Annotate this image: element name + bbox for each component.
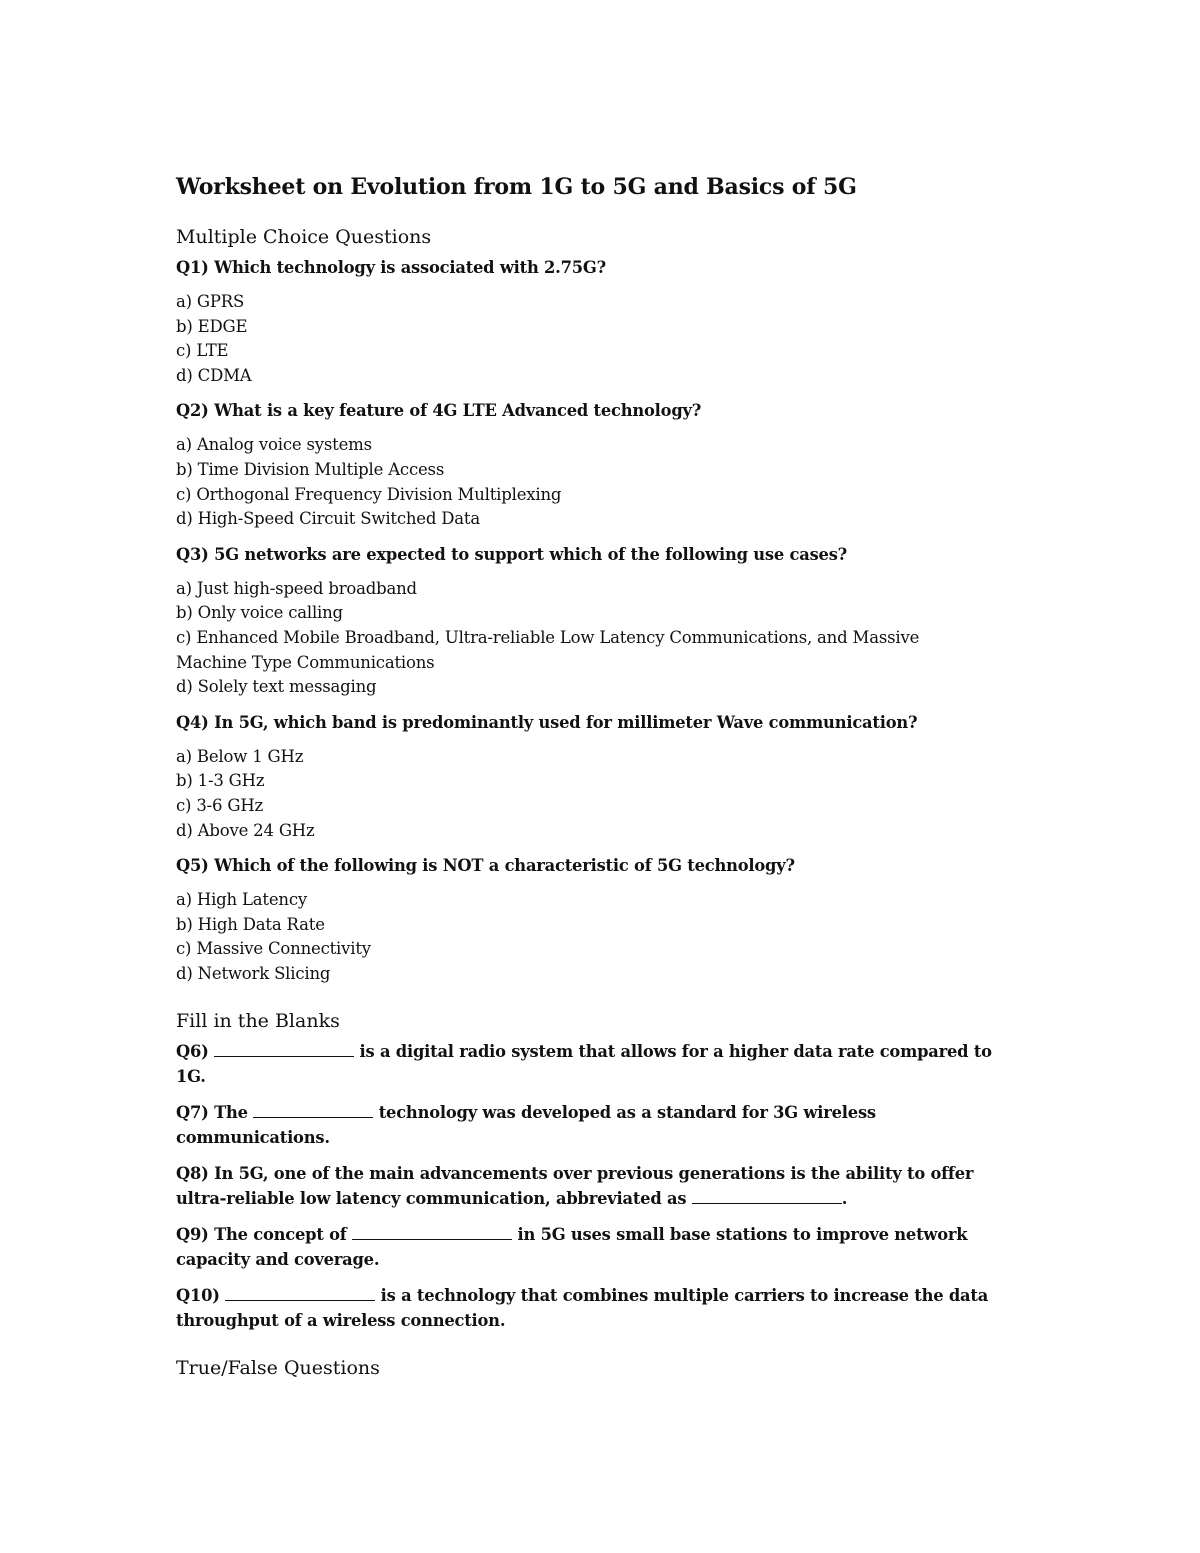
question-text-after: .	[841, 1189, 848, 1209]
answer-blank[interactable]	[225, 1286, 375, 1301]
question-10	[176, 1283, 1026, 1333]
question-3	[176, 542, 1026, 700]
question-text-after: is a technology that combines multiple carriers to increase the data throughput of a wireless connection.	[176, 1286, 989, 1331]
truefalse-heading: True/False Questions	[176, 1357, 380, 1380]
fill-section	[176, 1008, 1026, 1333]
options-list	[176, 888, 1026, 986]
fill-heading: Fill in the Blanks	[176, 1010, 340, 1033]
worksheet-page	[176, 170, 1026, 1381]
option: d) Solely text messaging	[176, 677, 377, 697]
option: c) 3-6 GHz	[176, 795, 264, 815]
option: a) Analog voice systems	[176, 435, 372, 455]
answer-blank[interactable]	[214, 1042, 354, 1057]
question-5	[176, 853, 1026, 986]
option: b) Time Division Multiple Access	[176, 459, 445, 479]
answer-blank[interactable]	[692, 1189, 842, 1204]
option: a) Below 1 GHz	[176, 746, 304, 766]
option: d) High-Speed Circuit Switched Data	[176, 509, 480, 529]
question-text-after: technology was developed as a standard for 3G wireless communications.	[176, 1103, 876, 1148]
question-text-before: Q6)	[176, 1042, 215, 1062]
option: a) GPRS	[176, 292, 245, 311]
options-list	[176, 577, 1026, 700]
answer-blank[interactable]	[253, 1103, 373, 1118]
option: b) High Data Rate	[176, 914, 325, 934]
option: c) Massive Connectivity	[176, 939, 371, 959]
mcq-section	[176, 224, 1026, 986]
question-text: Q2) What is a key feature of 4G LTE Advanced technology?	[176, 401, 702, 421]
option: a) Just high-speed broadband	[176, 578, 417, 598]
options-list	[176, 290, 1026, 388]
question-text-before: Q7) The	[176, 1103, 254, 1123]
question-7	[176, 1100, 1026, 1150]
option: a) High Latency	[176, 890, 307, 910]
option: d) CDMA	[176, 365, 252, 385]
option: b) EDGE	[176, 316, 248, 336]
question-text: Q4) In 5G, which band is predominantly used for millimeter Wave communication?	[176, 712, 918, 732]
question-8	[176, 1161, 1026, 1211]
question-text-before: Q10)	[176, 1286, 226, 1306]
question-1	[176, 255, 1026, 388]
option: c) LTE	[176, 341, 229, 361]
question-9	[176, 1222, 1026, 1272]
option: d) Network Slicing	[176, 963, 331, 983]
question-text-after: is a digital radio system that allows for a higher data rate compared to 1G.	[176, 1042, 992, 1087]
question-text-before: Q9) The concept of	[176, 1225, 353, 1245]
question-text: Q1) Which technology is associated with 2.75G?	[176, 258, 606, 277]
question-4	[176, 710, 1026, 843]
truefalse-section	[176, 1355, 1026, 1381]
option: b) 1-3 GHz	[176, 771, 265, 791]
option: c) Enhanced Mobile Broadband, Ultra-reliable Low Latency Communications, and Massive Machine Type Communications	[176, 627, 920, 672]
options-list	[176, 433, 1026, 531]
option: b) Only voice calling	[176, 603, 343, 623]
question-text: Q3) 5G networks are expected to support which of the following use cases?	[176, 544, 848, 564]
page-title: Worksheet on Evolution from 1G to 5G and Basics of 5G	[176, 174, 857, 200]
question-6	[176, 1039, 1026, 1089]
mcq-heading: Multiple Choice Questions	[176, 226, 432, 248]
answer-blank[interactable]	[352, 1225, 512, 1240]
question-text: Q5) Which of the following is NOT a characteristic of 5G technology?	[176, 856, 795, 876]
option: c) Orthogonal Frequency Division Multiplexing	[176, 484, 562, 504]
question-2	[176, 398, 1026, 531]
option: d) Above 24 GHz	[176, 820, 315, 840]
options-list	[176, 745, 1026, 843]
question-text-before: Q8) In 5G, one of the main advancements over previous generations is the ability to offer ultra-reliable low latency communication, abbreviated as	[176, 1164, 974, 1209]
question-text-after: in 5G uses small base stations to improve network capacity and coverage.	[176, 1225, 968, 1270]
